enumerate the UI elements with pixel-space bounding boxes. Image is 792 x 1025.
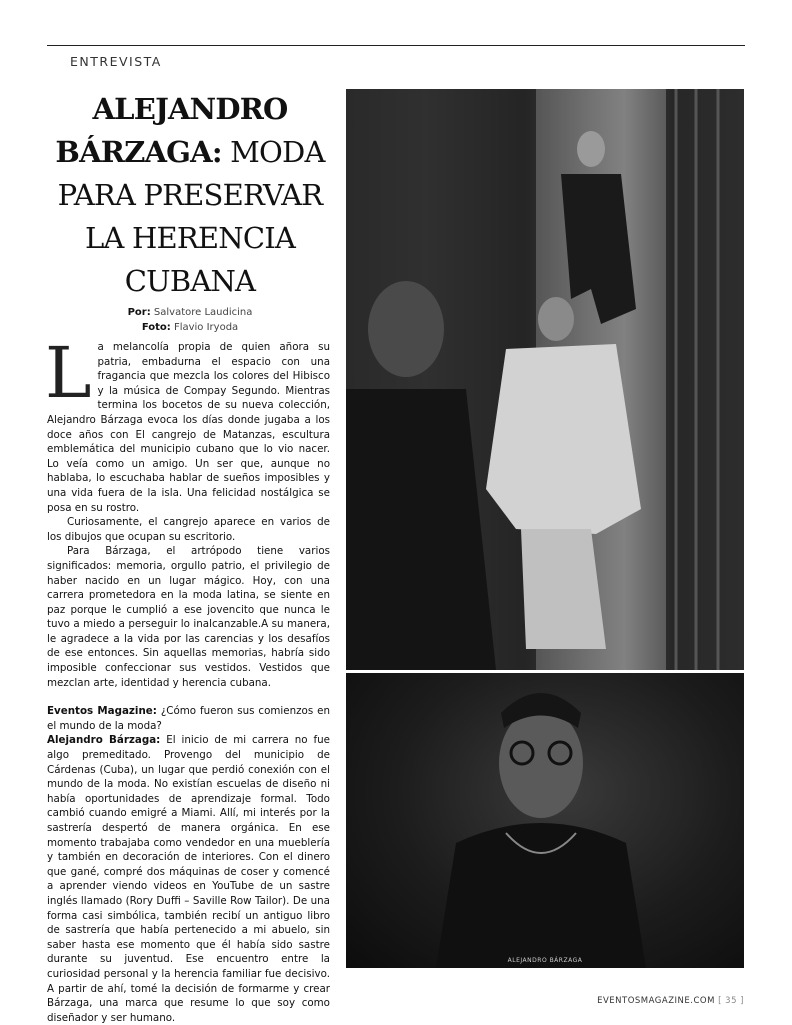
section-label: ENTREVISTA [70,54,162,69]
title-line-1: ALEJANDRO [92,92,288,126]
author-name: Salvatore Laudicina [153,307,253,318]
paragraph-3: Para Bárzaga, el artrópodo tiene varios significados: memoria, orgullo patrio, el privilegio de haber nacido en un lugar mágico. Hoy, con una carrera prometedora en la moda latina, se siente en paz porque le cumplió a ese jovencito que nunca le tuvo a miedo a perseguir lo inalcanzable.A su manera, le agradece a la vida por las carencias y los desafíos de ese entonces. Sin aquellas memorias, habría sido imposible confeccionar sus vestidos. Vestidos que mezclan arte, identidad y herencia cubana. [47,545,330,689]
page-number: [ 35 ] [718,996,744,1006]
title-line-4: LA HERENCIA [84,221,296,255]
website-link[interactable]: EVENTOSMAGAZINE.COM [597,996,715,1006]
question-text: ¿Cómo fueron sus comienzos en el mundo de la moda? [47,705,330,732]
title-line-2-rest: MODA [221,135,325,169]
answer-label: Alejandro Bárzaga: [47,734,161,747]
title-name-bold: BÁRZAGA: [55,135,222,169]
photo-credit [60,320,320,335]
fashion-photo [346,89,744,670]
designer-portrait-photo [346,673,744,968]
title-line-3: PARA PRESERVAR [57,178,323,212]
article-title [45,88,335,303]
paragraph-2: Curiosamente, el cangrejo aparece en varios de los dibujos que ocupan su escritorio. [47,516,330,543]
top-rule [47,45,745,46]
interview-question [47,704,330,733]
interview-answer [47,733,330,1025]
author-credit [60,305,320,320]
paragraph-1 [45,332,330,515]
page-footer [597,996,744,1006]
photo-label: Foto: [141,322,171,333]
title-line-2 [45,131,335,174]
photographer-name: Flavio Iryoda [173,322,239,333]
photo-caption: ALEJANDRO BÁRZAGA [507,957,583,964]
byline [60,305,320,335]
answer-text: El inicio de mi carrera no fue algo premeditado. Provengo del municipio de Cárdenas (Cuba), un lugar que perdió conexión con el mundo de la moda. No existían escuelas de diseño ni había oportunidades de aprendizaje formal. Todo cambió cuando emigré a Miami. Allí, mi interés por la sastrería despertó de manera orgánica. En ese momento trabajaba como vendedor en una mueblería y también en decoración de interiores. Con el dinero que gané, compré dos máquinas de coser y comencé a aprender viendo videos en YouTube de un sastre inglés llamado (Rory Duffi – Saville Row Tailor). De una forma casi simbólica, también recibí un antiguo libro de sastrería que había pertenecido a mi abuelo, sin saber hasta ese momento que él había sido sastre durante su juventud. Ese encuentro entre la curiosidad personal y la herencia familiar fue decisivo. A partir de ahí, tomé la decisión de formarme y crear Bárzaga, una marca que resume lo que soy como diseñador y ser humano. [47,734,330,1024]
fashion-photo-illustration [346,89,744,670]
drop-cap: L [45,332,92,414]
article-body [45,332,330,1025]
author-label: Por: [127,307,151,318]
paragraph-1-text: a melancolía propia de quien añora su patria, embadurna el espacio con una fragancia que mezcla los colores del Hibisco y la música de Compay Segundo. Mientras termina los bocetos de su nueva colección, Alejandro Bárzaga evoca los días donde jugaba a los doce años con El cangrejo de Matanzas, escultura emblemática del municipio cubano que lo vio nacer. Lo veía como un amigo. Un ser que, aunque no hablaba, lo escuchaba hablar de sueños imposibles y una vida fuera de la isla. Una felicidad nostálgica se posa en su rostro. [47,341,330,514]
designer-portrait-illustration [346,673,744,968]
title-line-5: CUBANA [124,264,256,298]
question-label: Eventos Magazine: [47,705,157,718]
